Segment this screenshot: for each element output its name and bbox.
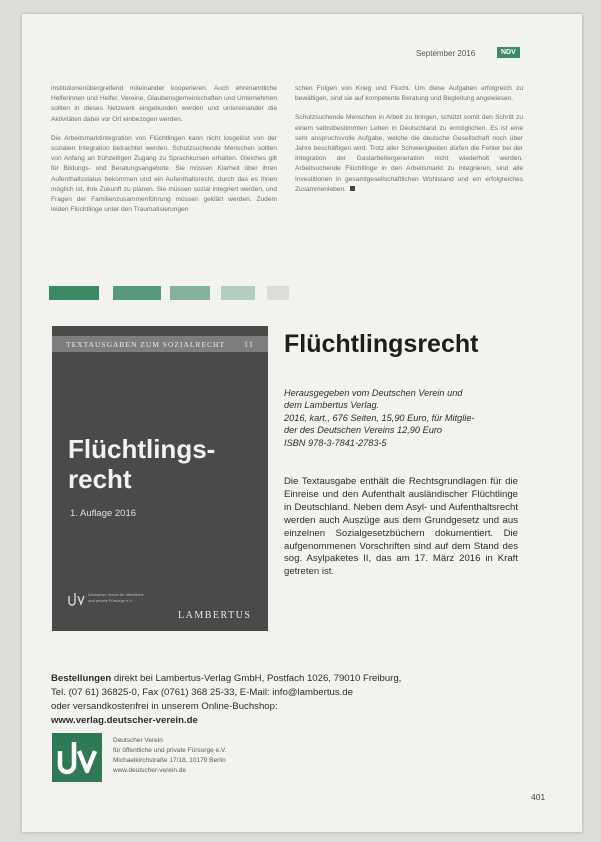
cover-series-band [52, 336, 268, 352]
info-line: ISBN 978-3-7841-2783-5 [284, 437, 387, 448]
info-line: der des Deutschen Vereins 12,90 Euro [284, 425, 442, 436]
org-line: Michaelkirchstraße 17/18, 10179 Berlin [113, 757, 226, 764]
org-address [113, 736, 226, 776]
color-bar [113, 286, 161, 300]
article-column-2 [295, 84, 523, 204]
color-bar [170, 286, 210, 300]
cover-edition: 1. Auflage 2016 [70, 508, 137, 519]
end-mark-icon [350, 186, 355, 191]
order-online-text: oder versandkostenfrei in unserem Online-Buchshop: [51, 701, 278, 712]
product-title: Flüchtlingsrecht [284, 330, 479, 358]
cover-publisher: LAMBERTUS [178, 610, 252, 621]
order-contact: Tel. (07 61) 36825-0, Fax (0761) 368 25-33, E-Mail: info@lambertus.de [51, 687, 353, 698]
cover-series: TEXTAUSGABEN ZUM SOZIALRECHT [66, 340, 226, 349]
color-bar [267, 286, 289, 300]
cover-series-number: 11 [243, 339, 254, 349]
product-description: Die Textausgabe enthält die Rechtsgrundlagen für die Einreise und den Aufenthalt ausländischer Flüchtlinge in Deutschland. Neben dem Asyl- und Aufenthaltsrecht werden auch Auszüge aus dem Grundgesetz und aus einzelnen Sozialgesetzbüchern dokumentiert. Die aufgenommenen Vorschriften sind auf dem Stand des sog. Asylpaketes II, das am 17. März 2016 in Kraft getreten ist. [284, 476, 518, 578]
info-line: Herausgegeben vom Deutschen Verein und [284, 388, 463, 398]
article-paragraph: Schutzsuchende Menschen in Arbeit zu bringen, schützt somit den Schritt zu einem selbstbestimmten Leben in Deutschland zu ermöglichen. Es ist eine sehr anspruchsvolle Aufgabe, welche die deutsche Gesellschaft noch über Jahre beschäftigen wird. Trotz aller Schwierigkeiten dürfen die Fehler bei der Integration der Gastarbeitergeneration nicht wiederholt werden. Arbeitsuchende Flüchtlinge in den Arbeitsmarkt zu integrieren, sind alle Investitionen in gesamtgesellschaftlichen Wohlstand und ein erfolgreiches Zusammenleben. [295, 114, 523, 193]
cover-logo-text: Deutscher Verein für öffentliche und private Fürsorge e.V. [88, 592, 144, 603]
color-bar [221, 286, 255, 300]
dv-logo-icon [67, 592, 85, 608]
deutscher-verein-logo [52, 733, 102, 782]
page-header [22, 46, 582, 60]
shop-link[interactable]: www.verlag.deutscher-verein.de [51, 715, 198, 726]
org-line: www.deutscher-verein.de [113, 767, 186, 774]
org-line: für öffentliche und private Fürsorge e.V. [113, 747, 227, 754]
article-paragraph: institutionenübergreifend miteinander kooperieren. Auch ehrenamtliche Helferinnen und Helfer, Vereine, Glaubensgemeinschaften und Unternehmen sollten in dieses Netzwerk eingebunden werden und untereinander die Aktivitäten dabei vor Ort einbezogen werden. [51, 85, 277, 123]
order-label: Bestellungen [51, 673, 112, 684]
cover-title: Flüchtlings- recht [68, 434, 216, 494]
product-info [284, 387, 518, 449]
issue-date: September 2016 [416, 49, 476, 58]
article-paragraph: schen Folgen von Krieg und Flucht. Um diese Aufgaben erfolgreich zu bewältigen, sind sie auf kompetente Beratung und Begleitung angewiesen. [295, 85, 523, 103]
org-line: Deutscher Verein [113, 737, 163, 744]
dv-logo-icon [52, 733, 102, 782]
info-line: 2016, kart., 676 Seiten, 15,90 Euro, für Mitglie- [284, 412, 475, 423]
journal-badge: NDV [497, 47, 520, 58]
book-cover [52, 326, 268, 631]
page-number: 401 [531, 792, 546, 802]
order-address: direkt bei Lambertus-Verlag GmbH, Postfach 1026, 79010 Freiburg, [111, 673, 402, 684]
article-column-1 [51, 84, 277, 224]
order-info [51, 672, 521, 728]
color-bar [49, 286, 99, 300]
magazine-page [22, 14, 582, 832]
article-paragraph: Die Arbeitsmarktintegration von Flüchtlingen kann nicht losgelöst von der sozialen Integration betrachtet werden. Schutzsuchende Menschen sollten von Anfang an frühzeitigen Zugang zu Sprachkursen erhalten. Gleiches gilt für Bildungs- und Beratungsangebote. Sie müssen Klarheit über ihren Aufenthaltsstatus bekommen und ein Aufenthaltsrecht, durch das es ihnen möglich ist, ihre Zukunft zu planen. Sie müssen sozial integriert werden, und Fragen der Familienzusammenführung müssen geklärt werden. Zudem leiden Flüchtlinge unter den Traumatisierungen [51, 134, 277, 214]
info-line: dem Lambertus Verlag. [284, 400, 380, 411]
